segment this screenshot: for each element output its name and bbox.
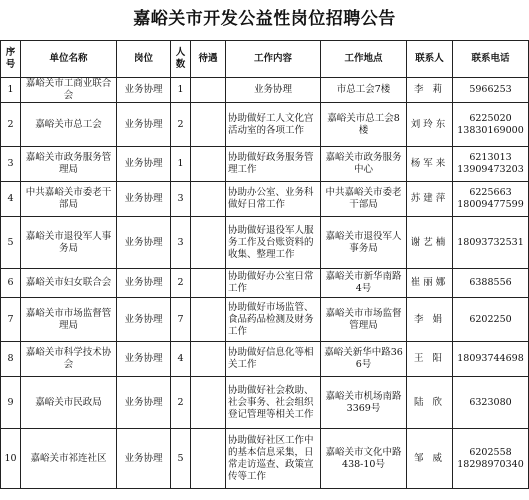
phone-primary: 5966253 xyxy=(469,84,512,95)
cell-place: 嘉峪关市新华南路4号 xyxy=(321,269,407,298)
cell-count: 2 xyxy=(171,269,191,298)
table-row xyxy=(1,103,529,147)
cell-count: 7 xyxy=(171,298,191,342)
recruitment-table xyxy=(0,40,529,489)
cell-pay xyxy=(191,298,226,342)
cell-phone xyxy=(453,217,529,269)
cell-count: 1 xyxy=(171,147,191,182)
cell-phone xyxy=(453,377,529,429)
cell-content: 协助做好退役军人服务工作及台账资料的收集、整理工作 xyxy=(226,217,321,269)
table-row xyxy=(1,78,529,103)
cell-unit: 嘉峪关市政务服务管理局 xyxy=(21,147,117,182)
cell-place: 嘉峪关市政务服务中心 xyxy=(321,147,407,182)
cell-no: 2 xyxy=(1,103,21,147)
phone-primary: 6213013 xyxy=(469,152,512,163)
cell-phone xyxy=(453,182,529,217)
cell-place: 嘉峪关市机场南路3369号 xyxy=(321,377,407,429)
cell-contact: 刘玲东 xyxy=(407,103,453,147)
header-place: 工作地点 xyxy=(321,41,407,78)
cell-place: 嘉峪关市退役军人事务局 xyxy=(321,217,407,269)
cell-no: 1 xyxy=(1,78,21,103)
cell-no: 4 xyxy=(1,182,21,217)
header-contact: 联系人 xyxy=(407,41,453,78)
cell-post: 业务协理 xyxy=(117,103,171,147)
phone-primary: 6202250 xyxy=(469,313,512,325)
cell-count: 4 xyxy=(171,342,191,377)
phone-primary: 6225663 xyxy=(469,187,512,198)
cell-pay xyxy=(191,342,226,377)
header-no: 序号 xyxy=(1,41,21,78)
phone-primary: 6225020 xyxy=(469,112,512,124)
cell-no: 7 xyxy=(1,298,21,342)
cell-unit: 嘉峪关市工商业联合会 xyxy=(21,78,117,103)
cell-unit: 嘉峪关市科学技术协会 xyxy=(21,342,117,377)
cell-count: 2 xyxy=(171,103,191,147)
cell-post: 业务协理 xyxy=(117,269,171,298)
cell-pay xyxy=(191,78,226,103)
table-row xyxy=(1,377,529,429)
cell-post: 业务协理 xyxy=(117,429,171,489)
cell-pay xyxy=(191,217,226,269)
cell-post: 业务协理 xyxy=(117,182,171,217)
cell-place: 市总工会7楼 xyxy=(321,78,407,103)
cell-contact: 李 莉 xyxy=(407,78,453,103)
cell-unit: 中共嘉峪关市委老干部局 xyxy=(21,182,117,217)
header-unit: 单位名称 xyxy=(21,41,117,78)
cell-contact: 崔丽娜 xyxy=(407,269,453,298)
cell-unit: 嘉峪关市妇女联合会 xyxy=(21,269,117,298)
header-content: 工作内容 xyxy=(226,41,321,78)
cell-place: 嘉峪关新华中路366号 xyxy=(321,342,407,377)
cell-count: 2 xyxy=(171,377,191,429)
header-phone: 联系电话 xyxy=(453,41,529,78)
cell-phone xyxy=(453,78,529,103)
cell-phone xyxy=(453,103,529,147)
table-row xyxy=(1,182,529,217)
cell-no: 5 xyxy=(1,217,21,269)
cell-contact: 李 娟 xyxy=(407,298,453,342)
cell-post: 业务协理 xyxy=(117,298,171,342)
cell-post: 业务协理 xyxy=(117,78,171,103)
phone-primary: 6323080 xyxy=(469,396,512,408)
cell-content: 协助做好政务服务管理工作 xyxy=(226,147,321,182)
cell-phone xyxy=(453,298,529,342)
cell-content: 协助办公室、业务科做好日常工作 xyxy=(226,182,321,217)
cell-content: 协助做好社会救助、社会事务、社会组织登记管理等相关工作 xyxy=(226,377,321,429)
cell-place: 嘉峪关市市场监督管理局 xyxy=(321,298,407,342)
cell-count: 1 xyxy=(171,78,191,103)
cell-post: 业务协理 xyxy=(117,147,171,182)
table-row xyxy=(1,298,529,342)
phone-secondary: 18009477599 xyxy=(457,199,524,210)
cell-content: 业务协理 xyxy=(226,78,321,103)
cell-count: 3 xyxy=(171,182,191,217)
cell-contact: 杨军来 xyxy=(407,147,453,182)
cell-content: 协助做好市场监管、食品药品检测及财务工作 xyxy=(226,298,321,342)
cell-count: 5 xyxy=(171,429,191,489)
phone-primary: 6202558 xyxy=(469,446,512,458)
cell-phone xyxy=(453,342,529,377)
cell-no: 6 xyxy=(1,269,21,298)
table-row xyxy=(1,217,529,269)
cell-unit: 嘉峪关市退役军人事务局 xyxy=(21,217,117,269)
cell-contact: 陆 欣 xyxy=(407,377,453,429)
table-row xyxy=(1,269,529,298)
cell-contact: 谢艺楠 xyxy=(407,217,453,269)
header-count: 人数 xyxy=(171,41,191,78)
table-row xyxy=(1,342,529,377)
phone-secondary: 13909473203 xyxy=(457,164,524,175)
cell-pay xyxy=(191,377,226,429)
cell-pay xyxy=(191,103,226,147)
cell-content: 协助做好社区工作中的基本信息采集，日常走访巡查、政策宣传等工作 xyxy=(226,429,321,489)
cell-post: 业务协理 xyxy=(117,377,171,429)
cell-unit: 嘉峪关市总工会 xyxy=(21,103,117,147)
cell-unit: 嘉峪关市祁连社区 xyxy=(21,429,117,489)
phone-secondary: 13830169000 xyxy=(457,124,524,136)
cell-contact: 邹 威 xyxy=(407,429,453,489)
phone-secondary: 18298970340 xyxy=(457,458,524,470)
cell-content: 协助做好工人文化宫活动室的各项工作 xyxy=(226,103,321,147)
phone-primary: 6388556 xyxy=(469,277,512,288)
header-post: 岗位 xyxy=(117,41,171,78)
cell-phone xyxy=(453,429,529,489)
cell-phone xyxy=(453,147,529,182)
phone-primary: 18093732531 xyxy=(457,236,524,248)
cell-content: 协助做好信息化等相关工作 xyxy=(226,342,321,377)
table-row xyxy=(1,147,529,182)
cell-place: 中共嘉峪关市委老干部局 xyxy=(321,182,407,217)
cell-pay xyxy=(191,182,226,217)
cell-no: 10 xyxy=(1,429,21,489)
cell-phone xyxy=(453,269,529,298)
header-pay: 待遇 xyxy=(191,41,226,78)
cell-place: 嘉峪关市总工会8楼 xyxy=(321,103,407,147)
page-title: 嘉峪关市开发公益性岗位招聘公告 xyxy=(133,9,396,29)
cell-count: 3 xyxy=(171,217,191,269)
table-row xyxy=(1,429,529,489)
cell-contact: 王 阳 xyxy=(407,342,453,377)
cell-content: 协助做好办公室日常工作 xyxy=(226,269,321,298)
cell-post: 业务协理 xyxy=(117,342,171,377)
cell-no: 3 xyxy=(1,147,21,182)
cell-no: 9 xyxy=(1,377,21,429)
header-row xyxy=(1,41,529,78)
cell-place: 嘉峪关市文化中路438-10号 xyxy=(321,429,407,489)
cell-pay xyxy=(191,147,226,182)
cell-pay xyxy=(191,429,226,489)
cell-unit: 嘉峪关市市场监督管理局 xyxy=(21,298,117,342)
cell-contact: 苏建萍 xyxy=(407,182,453,217)
cell-pay xyxy=(191,269,226,298)
cell-post: 业务协理 xyxy=(117,217,171,269)
cell-no: 8 xyxy=(1,342,21,377)
phone-primary: 18093744698 xyxy=(457,353,524,364)
cell-unit: 嘉峪关市民政局 xyxy=(21,377,117,429)
